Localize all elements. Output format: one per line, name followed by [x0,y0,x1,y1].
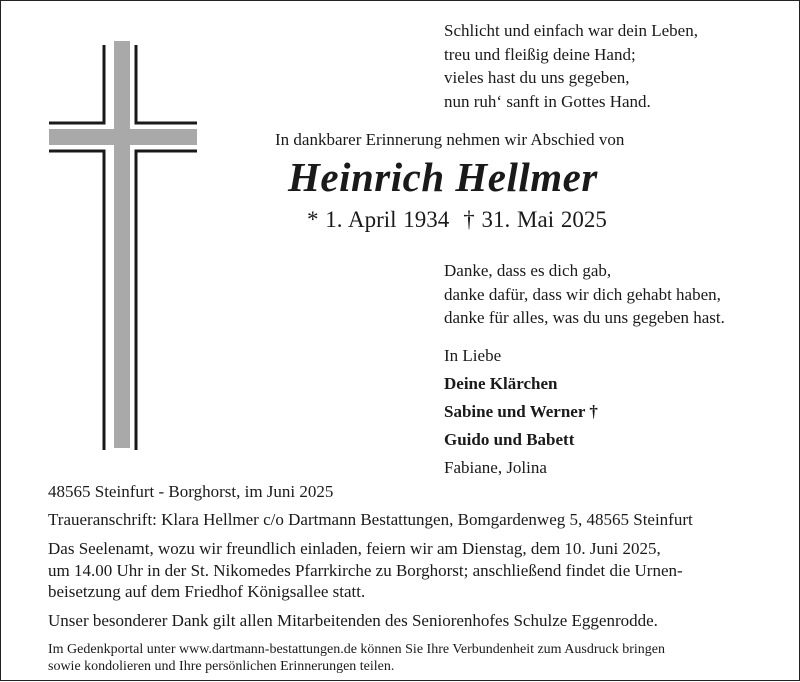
service-info [48,538,683,603]
intro-text: In dankbarer Erinnerung nehmen wir Abschied von [275,130,625,149]
birth-date: * 1. April 1934 [307,207,450,232]
thanks-note: Unser besonderer Dank gilt allen Mitarbeitenden des Seniorenhofes Schulze Eggenrodde. [48,611,658,630]
poem-line: Schlicht und einfach war dein Leben, [444,21,698,40]
poem-top [444,19,698,113]
salutation: In Liebe [444,346,502,365]
portal-line: Im Gedenkportal unter www.dartmann-bestattungen.de können Sie Ihre Verbundenheit zum Ausdruck bringen [48,642,665,657]
mourning-address: Traueranschrift: Klara Hellmer c/o Dartmann Bestattungen, Bomgardenweg 5, 48565 Steinfurt [48,510,693,529]
memorial-portal-note [48,641,665,675]
mourner-name: Sabine und Werner † [444,402,598,421]
poem-line: Danke, dass es dich gab, [444,261,612,280]
portal-line: sowie kondolieren und Ihre persönlichen Erinnerungen teilen. [48,659,395,674]
poem-line: vieles hast du uns gegeben, [444,68,630,87]
death-date: † 31. Mai 2025 [463,207,607,232]
poem-line: danke für alles, was du uns gegeben hast. [444,308,725,327]
mourner-name: Guido und Babett [444,430,575,449]
place-date: 48565 Steinfurt - Borghorst, im Juni 2025 [48,482,334,501]
poem-line: treu und fleißig deine Hand; [444,44,636,64]
deceased-name: Heinrich Hellmer [288,154,598,200]
grandchildren: Fabiane, Jolina [444,458,547,477]
mourners-list [444,347,598,487]
poem-line: danke dafür, dass wir dich gehabt haben, [444,284,721,304]
service-line: Das Seelenamt, wozu wir freundlich einladen, feiern wir am Dienstag, dem 10. Juni 2025, [48,539,661,558]
service-line: um 14.00 Uhr in der St. Nikomedes Pfarrkirche zu Borghorst; anschließend findet die Urnen- [48,560,683,580]
poem-line: nun ruh‘ sanft in Gottes Hand. [444,91,651,111]
service-line: beisetzung auf dem Friedhof Königsallee statt. [48,582,366,601]
life-dates [307,207,607,233]
poem-thanks [444,259,725,330]
mourner-name: Deine Klärchen [444,374,558,393]
